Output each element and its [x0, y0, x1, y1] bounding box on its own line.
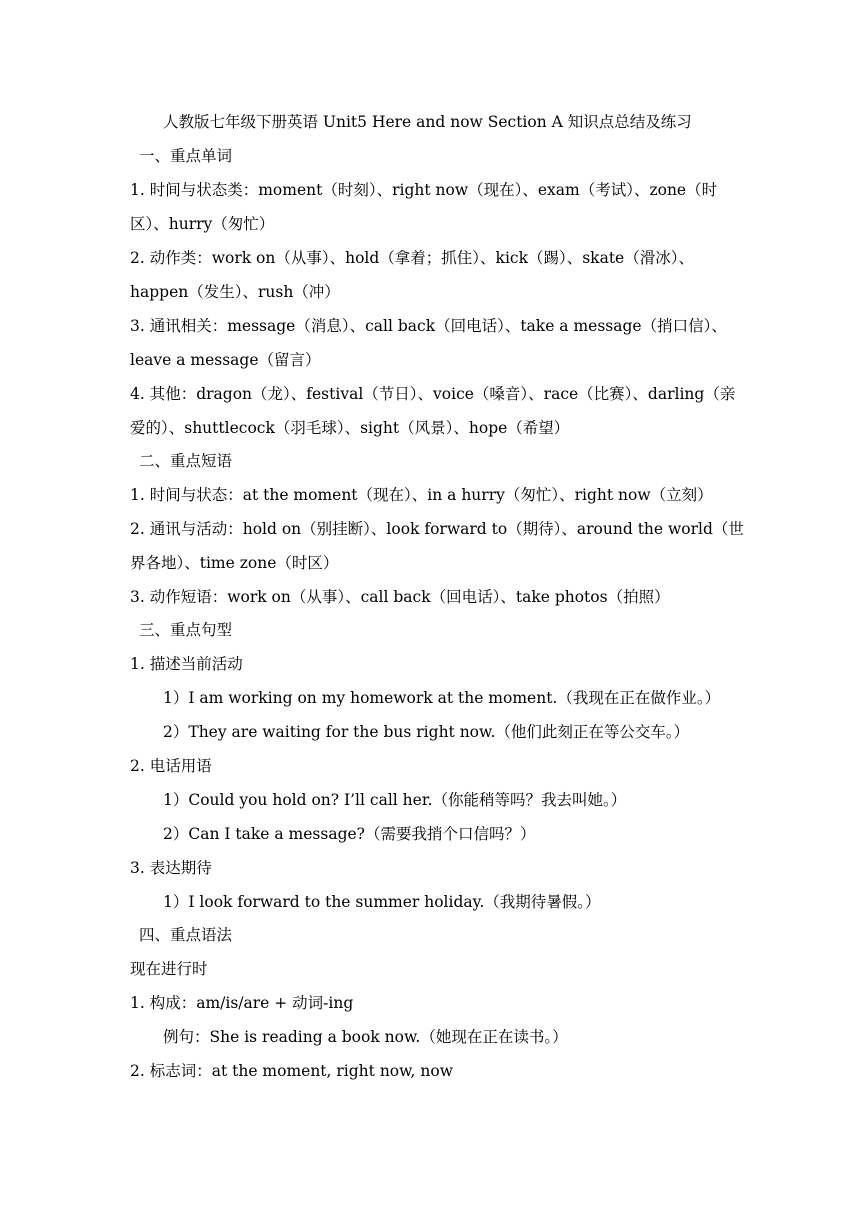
sentences-group-1: 1. 描述当前活动 — [130, 655, 243, 673]
section-heading-phrases: 二、重点短语 — [139, 452, 233, 470]
phrases-item-1: 1. 时间与状态：at the moment（现在）、in a hurry（匆忙）、right now（立刻） — [130, 486, 713, 504]
phrases-item-2-line-1: 2. 通讯与活动：hold on（别挂断）、look forward to（期待）、around the world（世 — [130, 520, 744, 538]
sentences-group-3: 3. 表达期待 — [130, 859, 212, 877]
sentences-group-3-example-1: 1）I look forward to the summer holiday.（我期待暑假。） — [163, 893, 601, 911]
section-heading-words: 一、重点单词 — [139, 147, 233, 165]
grammar-topic: 现在进行时 — [130, 960, 208, 978]
section-heading-sentences: 三、重点句型 — [139, 621, 233, 639]
sentences-group-1-example-1: 1）I am working on my homework at the moment.（我现在正在做作业。） — [163, 689, 721, 707]
sentences-group-2-example-2: 2）Can I take a message?（需要我捎个口信吗？） — [163, 825, 536, 843]
words-item-4-line-2: 爱的）、shuttlecock（羽毛球）、sight（风景）、hope（希望） — [130, 419, 570, 437]
phrases-item-3: 3. 动作短语：work on（从事）、call back（回电话）、take photos（拍照） — [130, 588, 670, 606]
words-item-2-line-1: 2. 动作类：work on（从事）、hold（拿着；抓住）、kick（踢）、skate（滑冰）、 — [130, 249, 694, 267]
sentences-group-2-example-1: 1）Could you hold on? I’ll call her.（你能稍等吗？我去叫她。） — [163, 791, 627, 809]
words-item-3-line-2: leave a message（留言） — [130, 351, 321, 369]
grammar-point-2: 2. 标志词：at the moment, right now, now — [130, 1062, 453, 1080]
grammar-point-1: 1. 构成：am/is/are + 动词-ing — [130, 994, 354, 1012]
document-title: 人教版七年级下册英语 Unit5 Here and now Section A 知识点总结及练习 — [163, 113, 692, 131]
words-item-2-line-2: happen（发生）、rush（冲） — [130, 283, 340, 301]
sentences-group-2: 2. 电话用语 — [130, 757, 212, 775]
words-item-1-line-1: 1. 时间与状态类：moment（时刻）、right now（现在）、exam（考试）、zone（时 — [130, 181, 718, 199]
sentences-group-1-example-2: 2）They are waiting for the bus right now.（他们此刻正在等公交车。） — [163, 723, 690, 741]
words-item-4-line-1: 4. 其他：dragon（龙）、festival（节日）、voice（嗓音）、race（比赛）、darling（亲 — [130, 385, 736, 403]
phrases-item-2-line-2: 界各地）、time zone（时区） — [130, 554, 339, 572]
section-heading-grammar: 四、重点语法 — [139, 926, 233, 944]
words-item-3-line-1: 3. 通讯相关：message（消息）、call back（回电话）、take a message（捎口信）、 — [130, 317, 727, 335]
grammar-example: 例句：She is reading a book now.（她现在正在读书。） — [163, 1028, 568, 1046]
words-item-1-line-2: 区）、hurry（匆忙） — [130, 215, 275, 233]
